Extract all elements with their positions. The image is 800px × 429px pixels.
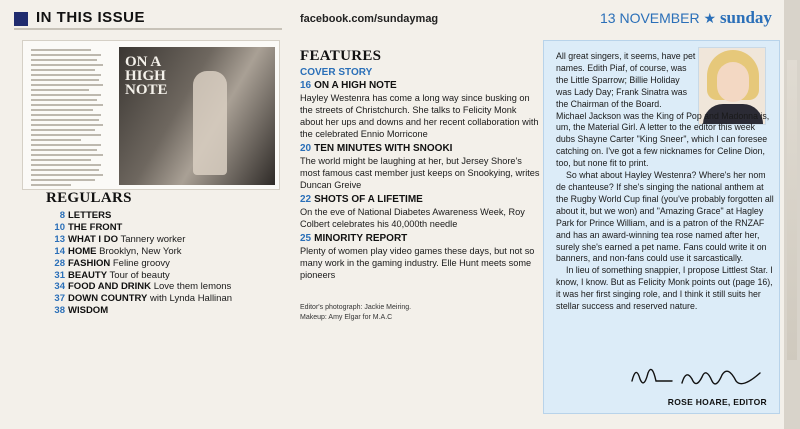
adjacent-page-edge xyxy=(784,0,800,429)
section-header xyxy=(14,8,282,30)
list-item[interactable]: 10 THE FRONT xyxy=(54,221,123,233)
cover-story-thumbnail[interactable] xyxy=(22,40,280,190)
issue-date-brand xyxy=(600,8,772,28)
photo-credits xyxy=(300,303,411,323)
list-item[interactable]: 16 ON A HIGH NOTE Hayley Westenra has come a long way since busking on the streets of Christchurch. She talks to Felicity Monk about her ups and downs and her recent collaboration with the celebrated Ennio Morricone xyxy=(300,80,539,139)
features-list xyxy=(300,80,540,284)
letter-paragraph: In lieu of something snappier, I propose Littlest Star. I know, I know. But as Felicity Monk points out (page 16), it was her first singing role, and I think it still suits her stellar success and reserved nature. xyxy=(556,265,773,312)
thumbnail-singer-figure xyxy=(193,71,227,175)
editor-signature xyxy=(626,359,766,393)
list-item[interactable]: 31 BEAUTY Tour of beauty xyxy=(54,269,170,281)
section-marker-icon xyxy=(14,12,28,26)
letter-paragraph: Michael Jackson was the King of Pop and Madonna is, um, the Material Girl. A letter to the editor this week dubs Shayne Carter "King Sneer", which I can foresee catching on. I've got a few nicknames for Celine Dion, too, but none fit to print. xyxy=(556,110,770,169)
thumbnail-headline: ON A HIGH NOTE xyxy=(125,54,168,98)
list-item[interactable]: 38 WISDOM xyxy=(54,305,109,317)
section-title: IN THIS ISSUE xyxy=(36,9,146,26)
editor-signature-name: ROSE HOARE, EDITOR xyxy=(667,397,767,407)
photo-credit-line: Editor's photograph: Jackie Meiring. xyxy=(300,304,412,311)
makeup-credit-line: Makeup: Amy Elgar for M.A.C xyxy=(300,314,393,321)
star-icon: ★ xyxy=(703,10,717,26)
list-item[interactable]: 34 FOOD AND DRINK Love them lemons xyxy=(54,281,232,293)
letter-paragraph: All great singers, it seems, have pet names. Edith Piaf, of course, was the Little Sparrow; Billie Holiday was Lady Day; Frank Sinatra was the Chairman of the Board. xyxy=(556,51,696,109)
list-item[interactable]: 13 WHAT I DO Tannery worker xyxy=(54,233,186,245)
list-item[interactable]: 28 FASHION Feline groovy xyxy=(54,257,170,269)
cover-story-label: COVER STORY xyxy=(300,67,373,78)
regulars-list xyxy=(54,210,232,317)
list-item[interactable]: 14 HOME Brooklyn, New York xyxy=(54,245,182,257)
letter-paragraph: So what about Hayley Westenra? Where's her nom de chanteuse? If she's singing the national anthem at the Rugby World Cup final (you've probably forgotten all about it, but we won) and "Amazing Grace" at Hagley Park for Prince William, and is a patron of the RNZAF and has an award-winning tea rose named after her, surely she's earned a pet name. Fans could write it on banners, and non-fans could use it sarcastically. xyxy=(556,170,774,264)
list-item[interactable]: 22 SHOTS OF A LIFETIME On the eve of National Diabetes Awareness Week, Roy Colbert celebrates his 40,000th needle xyxy=(300,194,525,229)
regulars-heading: REGULARS xyxy=(46,190,132,206)
thumbnail-text-column xyxy=(31,49,107,189)
issue-date: 13 NOVEMBER xyxy=(600,10,700,26)
list-item[interactable]: 8 LETTERS xyxy=(59,210,112,221)
editor-letter-text xyxy=(556,51,776,313)
list-item[interactable]: 20 TEN MINUTES WITH SNOOKI The world might be laughing at her, but Jersey Shore's most famous cast member just keeps on Snookying, writes Duncan Greive xyxy=(300,143,540,190)
features-heading: FEATURES xyxy=(300,48,382,64)
brand-logo: sunday xyxy=(719,8,772,27)
list-item[interactable]: 37 DOWN COUNTRY with Lynda Hallinan xyxy=(54,293,233,305)
list-item[interactable]: 25 MINORITY REPORT Plenty of women play video games these days, but not so many work in the gaming industry. Elle Hunt meets some pioneers xyxy=(300,233,535,280)
facebook-url[interactable]: facebook.com/sundaymag xyxy=(300,13,439,25)
editor-letter-box xyxy=(543,40,780,414)
